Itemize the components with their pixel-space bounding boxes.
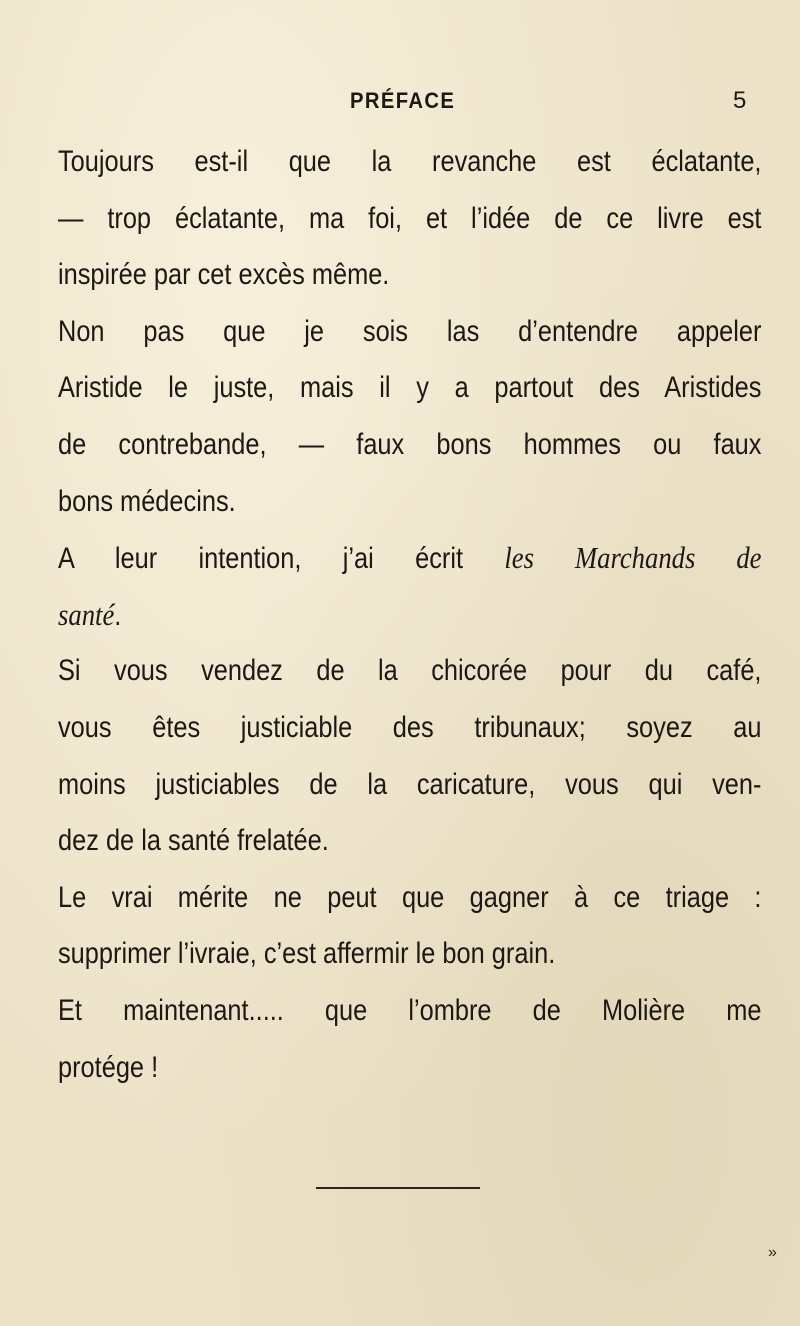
text-line: — trop éclatante, ma foi, et l’idée de ce livre est: [58, 201, 762, 235]
text-line: supprimer l’ivraie, c’est affermir le bon grain.: [58, 937, 556, 971]
text-line: [58, 587, 663, 644]
text-line: Aristide le juste, mais il y a partout des Aristides: [58, 371, 762, 405]
body-text: [58, 134, 762, 1096]
running-title: PRÉFACE: [350, 88, 456, 113]
footer-mark: »: [768, 1244, 777, 1261]
text-line: dez de la santé frelatée.: [58, 824, 329, 858]
text-span: .: [114, 598, 122, 632]
text-line: Toujours est-il que la revanche est éclatante,: [58, 145, 762, 178]
text-line: de contrebande, — faux bons hommes ou faux: [58, 427, 762, 461]
running-head: [0, 86, 800, 116]
text-line: moins justiciables de la caricature, vous qui ven-: [58, 767, 762, 801]
end-rule: [316, 1187, 480, 1189]
page-number: 5: [733, 87, 747, 114]
text-line: inspirée par cet excès même.: [58, 258, 390, 292]
text-line: Et maintenant..... que l’ombre de Molière me: [58, 993, 762, 1027]
book-title-italic: les Marchands de: [504, 540, 762, 576]
text-line: vous êtes justiciable des tribunaux; soyez au: [58, 710, 762, 744]
text-line: [58, 530, 761, 587]
text-line: protége !: [58, 1050, 159, 1084]
text-line: Le vrai mérite ne peut que gagner à ce triage :: [58, 880, 762, 914]
text-line: bons médecins.: [58, 484, 236, 518]
text-line: Non pas que je sois las d’entendre appeler: [58, 314, 762, 348]
book-title-italic: santé: [58, 596, 115, 632]
text-span: A leur intention, j’ai écrit: [58, 542, 505, 576]
text-line: Si vous vendez de la chicorée pour du café,: [58, 654, 762, 688]
